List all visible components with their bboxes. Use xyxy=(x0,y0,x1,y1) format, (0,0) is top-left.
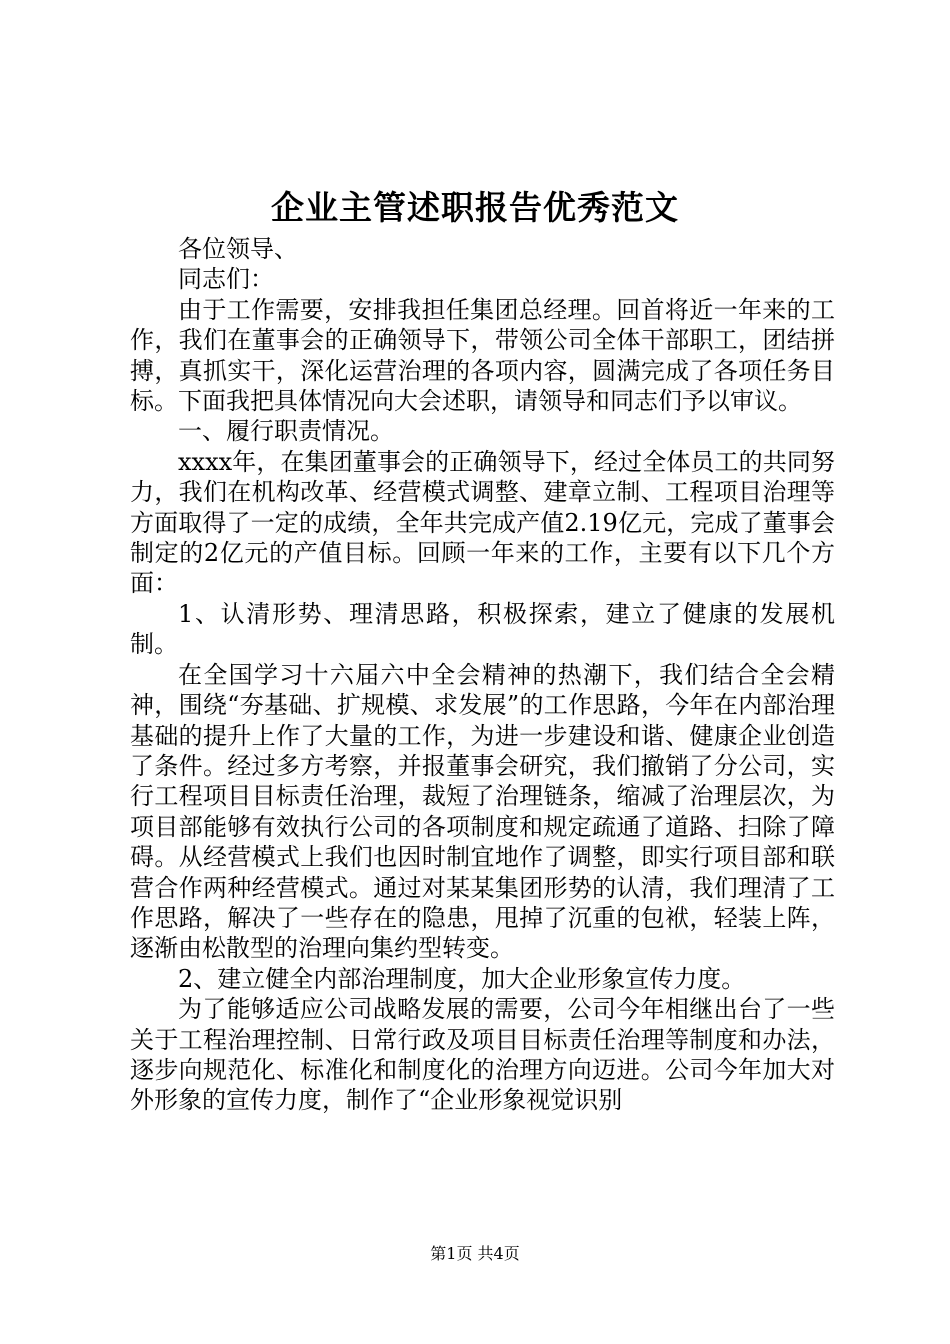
salutation-comrades: 同志们： xyxy=(178,265,274,294)
paragraph-management-system: 为了能够适应公司战略发展的需要，公司今年相继出台了一些关于工程治理控制、日常行政及项目目标责任治理等制度和办法，逐步向规范化、标准化和制度化的治理方向迈进。公司今年加大对外形象的宣传力度，制作了“企业形象视觉识别 xyxy=(130,995,835,1115)
page-footer: 第1页 共4页 xyxy=(430,1244,520,1263)
overview-paragraph: xxxx年，在集团董事会的正确领导下，经过全体员工的共同努力，我们在机构改革、经营模式调整、建章立制、工程项目治理等方面取得了一定的成绩，全年共完成产值2.19亿元，完成了董事会制定的2亿元的产值目标。回顾一年来的工作，主要有以下几个方面： xyxy=(130,447,835,598)
section-heading-duties: 一、履行职责情况。 xyxy=(178,417,394,446)
document-body xyxy=(130,234,835,1116)
subheading-2: 2、建立健全内部治理制度，加大企业形象宣传力度。 xyxy=(178,964,746,993)
subheading-1: 1、认清形势、理清思路，积极探索，建立了健康的发展机制。 xyxy=(130,599,835,659)
paragraph-mechanism: 在全国学习十六届六中全会精神的热潮下，我们结合全会精神，围绕“夯基础、扩规模、求发展”的工作思路，今年在内部治理基础的提升上作了大量的工作，为进一步建设和谐、健康企业创造了条件。经过多方考察，并报董事会研究，我们撤销了分公司，实行工程项目目标责任治理，裁短了治理链条，缩减了治理层次，为项目部能够有效执行公司的各项制度和规定疏通了道路、扫除了障碍。从经营模式上我们也因时制宜地作了调整，即实行项目部和联营合作两种经营模式。通过对某某集团形势的认清，我们理清了工作思路，解决了一些存在的隐患，甩掉了沉重的包袱，轻装上阵，逐渐由松散型的治理向集约型转变。 xyxy=(130,660,835,963)
intro-paragraph: 由于工作需要，安排我担任集团总经理。回首将近一年来的工作，我们在董事会的正确领导下，带领公司全体干部职工，团结拼搏，真抓实干，深化运营治理的各项内容，圆满完成了各项任务目标。下面我把具体情况向大会述职，请领导和同志们予以审议。 xyxy=(130,295,835,416)
document-title: 企业主管述职报告优秀范文 xyxy=(271,188,679,227)
salutation-leaders: 各位领导、 xyxy=(178,235,298,263)
